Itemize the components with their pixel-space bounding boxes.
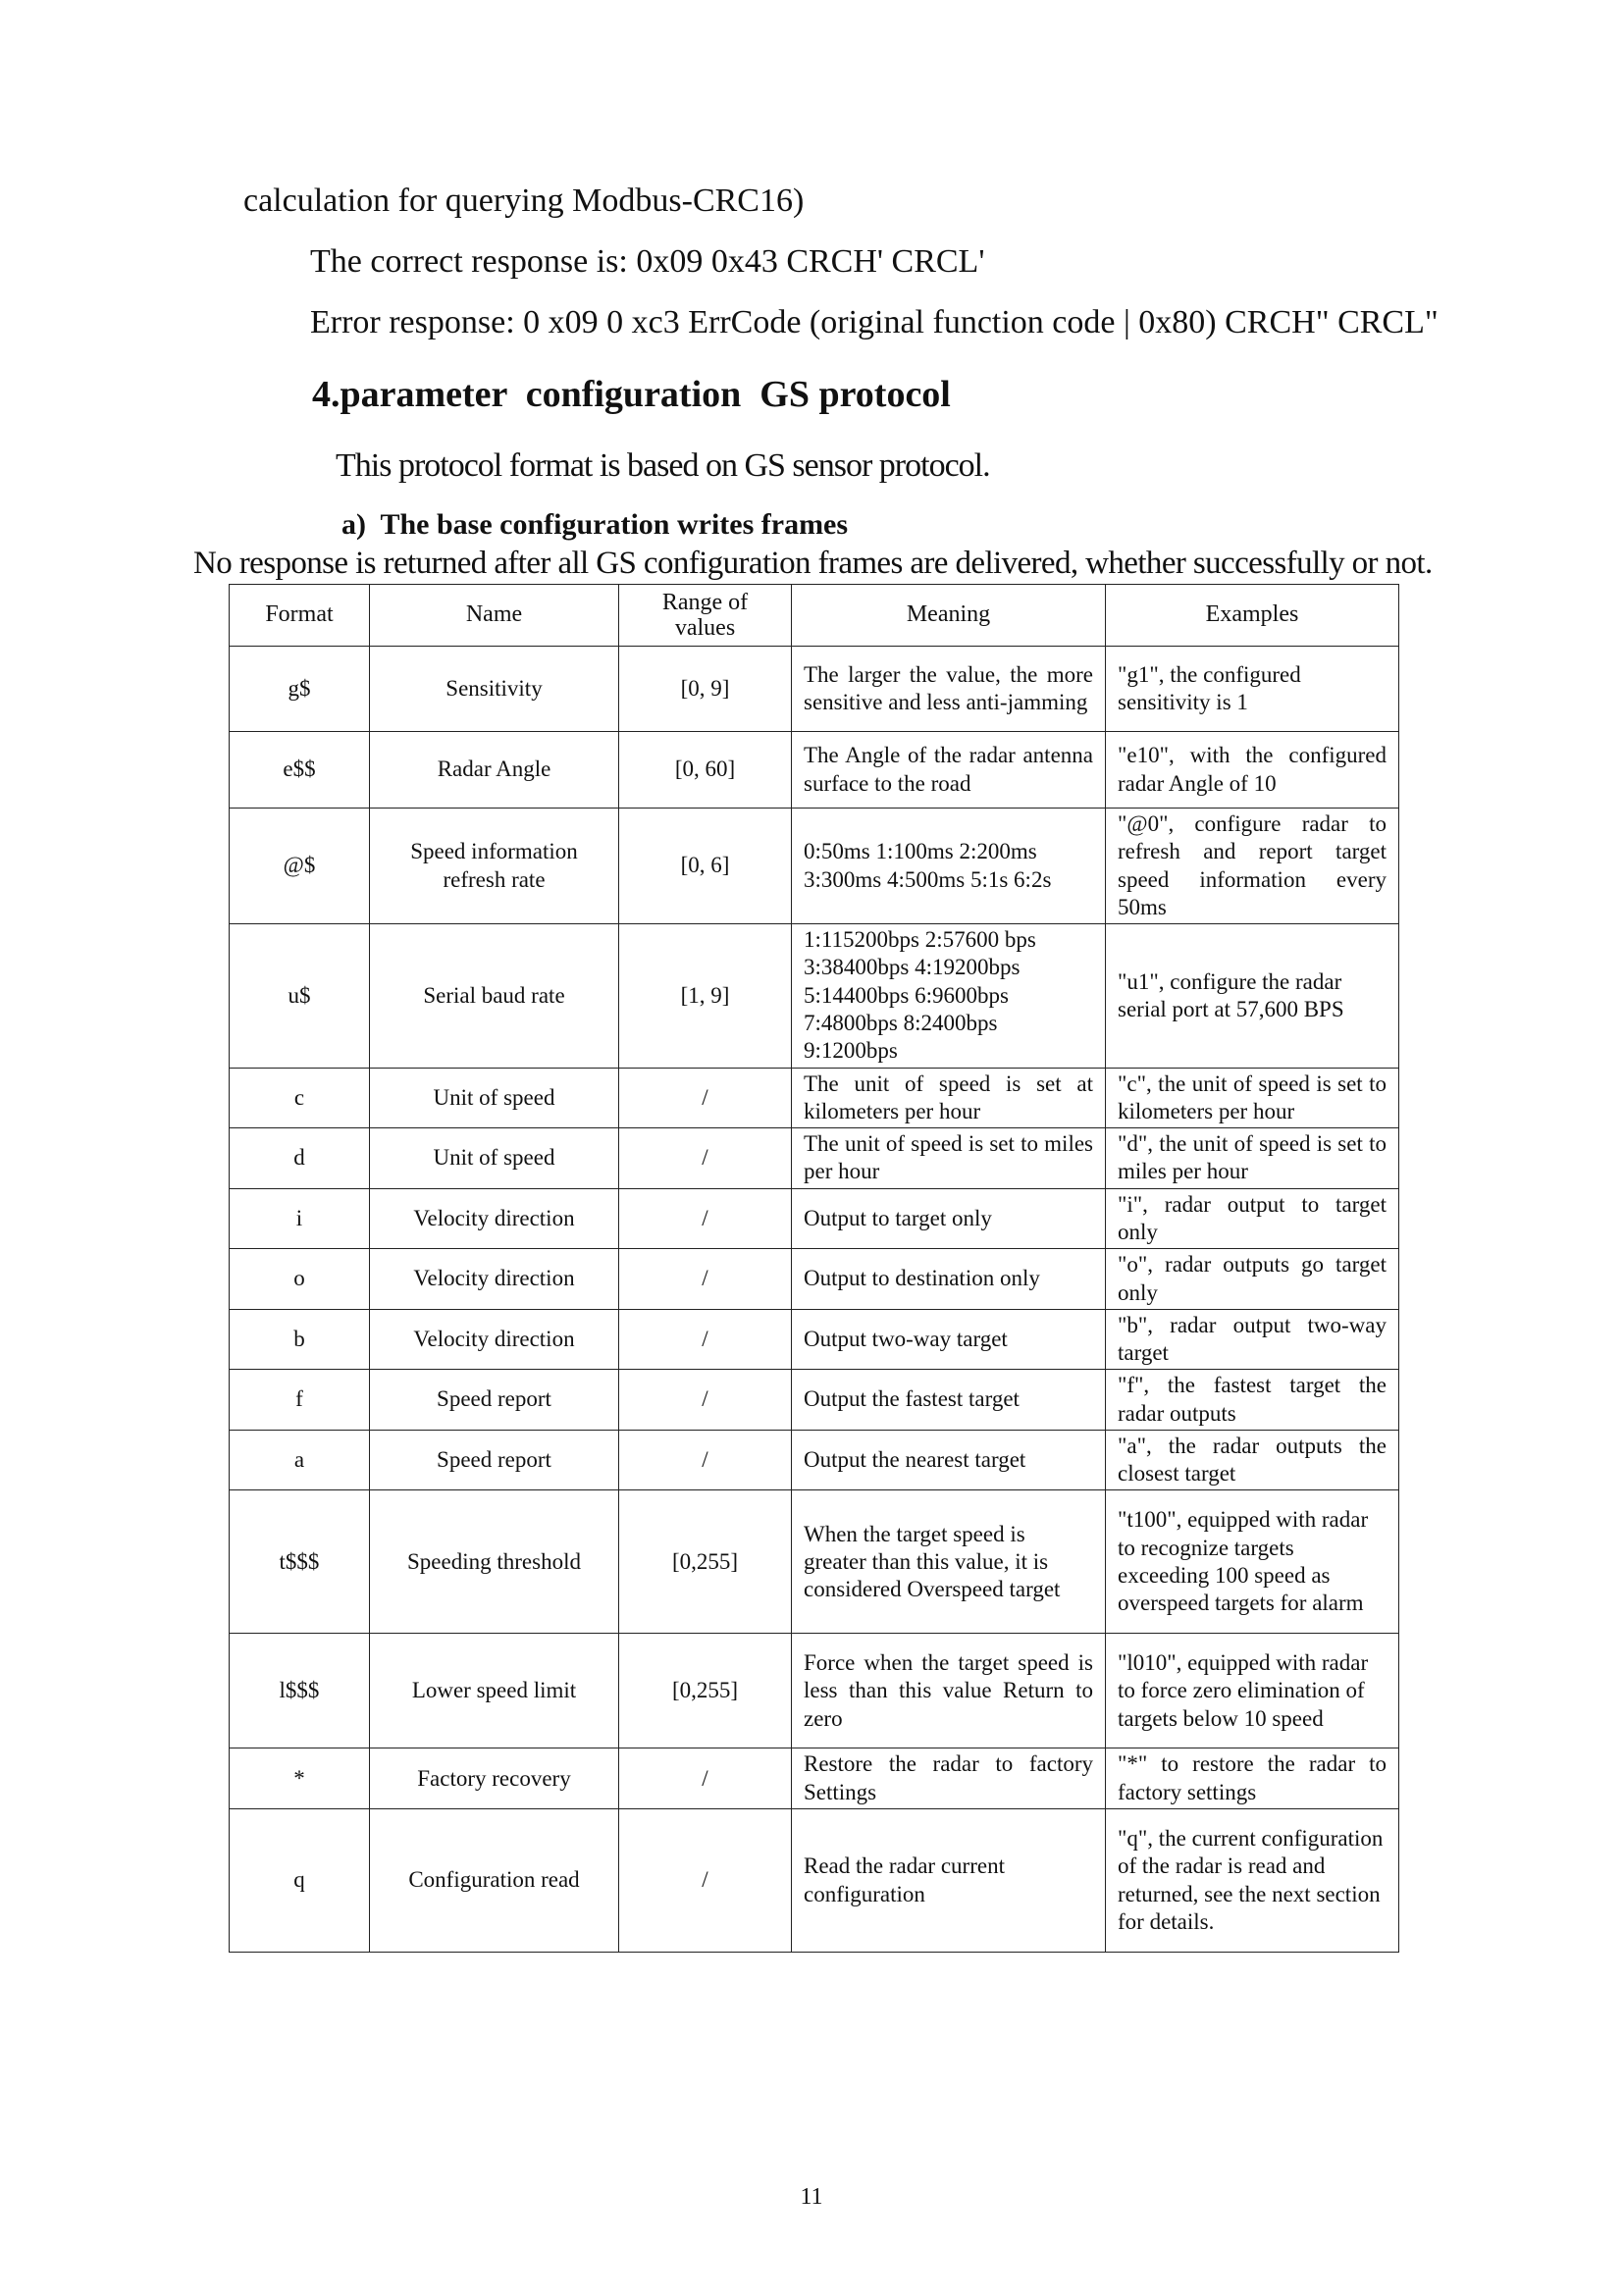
cell-name: Lower speed limit xyxy=(370,1634,619,1748)
table-row xyxy=(230,1188,1399,1249)
cell-example: "e10", with the configured radar Angle of 10 xyxy=(1106,732,1399,809)
cell-format: t$$$ xyxy=(230,1490,370,1634)
cell-format: o xyxy=(230,1249,370,1310)
cell-meaning: The unit of speed is set at kilometers per hour xyxy=(792,1068,1106,1128)
cell-range: / xyxy=(619,1309,792,1370)
table-row xyxy=(230,647,1399,732)
cell-example: "l010", equipped with radar to force zero elimination of targets below 10 speed xyxy=(1106,1634,1399,1748)
table-row xyxy=(230,1809,1399,1953)
cell-example: "q", the current configuration of the radar is read and returned, see the next section for details. xyxy=(1106,1809,1399,1953)
cell-meaning: When the target speed is greater than this value, it is considered Overspeed target xyxy=(792,1490,1106,1634)
cell-example: "i", radar output to target only xyxy=(1106,1188,1399,1249)
cell-name: Factory recovery xyxy=(370,1748,619,1809)
cell-name: Radar Angle xyxy=(370,732,619,809)
cell-example: "@0", configure radar to refresh and report target speed information every 50ms xyxy=(1106,809,1399,924)
cell-format: d xyxy=(230,1128,370,1189)
cell-example: "a", the radar outputs the closest target xyxy=(1106,1430,1399,1490)
cell-format: q xyxy=(230,1809,370,1953)
header-format: Format xyxy=(230,585,370,647)
no-response-note: No response is returned after all GS configuration frames are delivered, whether successfully or not. xyxy=(193,546,1433,581)
cell-name: Velocity direction xyxy=(370,1249,619,1310)
cell-format: g$ xyxy=(230,647,370,732)
cell-format: e$$ xyxy=(230,732,370,809)
cell-format: f xyxy=(230,1370,370,1431)
table-row xyxy=(230,1370,1399,1431)
cell-name: Velocity direction xyxy=(370,1188,619,1249)
intro-line-1: calculation for querying Modbus-CRC16) xyxy=(243,183,805,219)
table-row xyxy=(230,1748,1399,1809)
cell-range: [0,255] xyxy=(619,1490,792,1634)
cell-example: "g1", the configured sensitivity is 1 xyxy=(1106,647,1399,732)
cell-example: "o", radar outputs go target only xyxy=(1106,1249,1399,1310)
table-row xyxy=(230,1490,1399,1634)
cell-format: u$ xyxy=(230,924,370,1068)
cell-meaning: The larger the value, the more sensitive and less anti-jamming xyxy=(792,647,1106,732)
table-row xyxy=(230,1634,1399,1748)
cell-range: [0, 6] xyxy=(619,809,792,924)
error-response-line: Error response: 0 x09 0 xc3 ErrCode (original function code | 0x80) CRCH" CRCL" xyxy=(310,304,1439,340)
table-row xyxy=(230,1430,1399,1490)
cell-name: Speed report xyxy=(370,1370,619,1431)
cell-name: Sensitivity xyxy=(370,647,619,732)
table-header-row xyxy=(230,585,1399,647)
table-row xyxy=(230,809,1399,924)
table-row xyxy=(230,1309,1399,1370)
correct-response-line: The correct response is: 0x09 0x43 CRCH' CRCL' xyxy=(310,243,985,280)
cell-example: "u1", configure the radar serial port at 57,600 BPS xyxy=(1106,924,1399,1068)
cell-format: c xyxy=(230,1068,370,1128)
cell-example: "*" to restore the radar to factory settings xyxy=(1106,1748,1399,1809)
cell-name: Speeding threshold xyxy=(370,1490,619,1634)
cell-range: [0,255] xyxy=(619,1634,792,1748)
cell-name: Speed report xyxy=(370,1430,619,1490)
cell-meaning: Output to destination only xyxy=(792,1249,1106,1310)
cell-meaning: Output the nearest target xyxy=(792,1430,1106,1490)
cell-range: / xyxy=(619,1430,792,1490)
cell-range: / xyxy=(619,1068,792,1128)
cell-example: "c", the unit of speed is set to kilometers per hour xyxy=(1106,1068,1399,1128)
cell-format: a xyxy=(230,1430,370,1490)
cell-name: Speed information refresh rate xyxy=(370,809,619,924)
cell-range: / xyxy=(619,1188,792,1249)
header-name: Name xyxy=(370,585,619,647)
cell-range: / xyxy=(619,1748,792,1809)
cell-meaning: Output to target only xyxy=(792,1188,1106,1249)
table-row xyxy=(230,1249,1399,1310)
cell-format: l$$$ xyxy=(230,1634,370,1748)
table-row xyxy=(230,1068,1399,1128)
table-row xyxy=(230,732,1399,809)
cell-example: "d", the unit of speed is set to miles per hour xyxy=(1106,1128,1399,1189)
cell-example: "f", the fastest target the radar outputs xyxy=(1106,1370,1399,1431)
cell-range: [0, 60] xyxy=(619,732,792,809)
table-row xyxy=(230,924,1399,1068)
cell-name: Unit of speed xyxy=(370,1128,619,1189)
subsection-heading: a) The base configuration writes frames xyxy=(341,508,849,541)
gs-configuration-table xyxy=(229,584,1399,1953)
cell-range: / xyxy=(619,1809,792,1953)
cell-example: "t100", equipped with radar to recognize targets exceeding 100 speed as overspeed targets for alarm xyxy=(1106,1490,1399,1634)
table-row xyxy=(230,1128,1399,1189)
cell-meaning: The unit of speed is set to miles per hour xyxy=(792,1128,1106,1189)
cell-format: * xyxy=(230,1748,370,1809)
header-meaning: Meaning xyxy=(792,585,1106,647)
cell-meaning: Output the fastest target xyxy=(792,1370,1106,1431)
cell-format: i xyxy=(230,1188,370,1249)
cell-meaning: The Angle of the radar antenna surface to the road xyxy=(792,732,1106,809)
cell-meaning: 0:50ms 1:100ms 2:200ms 3:300ms 4:500ms 5:1s 6:2s xyxy=(792,809,1106,924)
cell-range: / xyxy=(619,1249,792,1310)
header-range: Range of values xyxy=(619,585,792,647)
header-examples: Examples xyxy=(1106,585,1399,647)
cell-range: / xyxy=(619,1128,792,1189)
cell-meaning: Output two-way target xyxy=(792,1309,1106,1370)
cell-name: Serial baud rate xyxy=(370,924,619,1068)
cell-range: / xyxy=(619,1370,792,1431)
cell-meaning: Force when the target speed is less than this value Return to zero xyxy=(792,1634,1106,1748)
cell-name: Velocity direction xyxy=(370,1309,619,1370)
cell-meaning: Restore the radar to factory Settings xyxy=(792,1748,1106,1809)
section-description: This protocol format is based on GS sensor protocol. xyxy=(336,447,990,484)
section-heading: 4.parameter configuration GS protocol xyxy=(312,374,951,415)
cell-meaning: Read the radar current configuration xyxy=(792,1809,1106,1953)
cell-example: "b", radar output two-way target xyxy=(1106,1309,1399,1370)
cell-name: Configuration read xyxy=(370,1809,619,1953)
cell-name: Unit of speed xyxy=(370,1068,619,1128)
cell-meaning: 1:115200bps 2:57600 bps 3:38400bps 4:19200bps 5:14400bps 6:9600bps 7:4800bps 8:2400bps 9:1200bps xyxy=(792,924,1106,1068)
cell-range: [0, 9] xyxy=(619,647,792,732)
cell-format: b xyxy=(230,1309,370,1370)
cell-format: @$ xyxy=(230,809,370,924)
cell-range: [1, 9] xyxy=(619,924,792,1068)
page-number: 11 xyxy=(800,2184,823,2210)
